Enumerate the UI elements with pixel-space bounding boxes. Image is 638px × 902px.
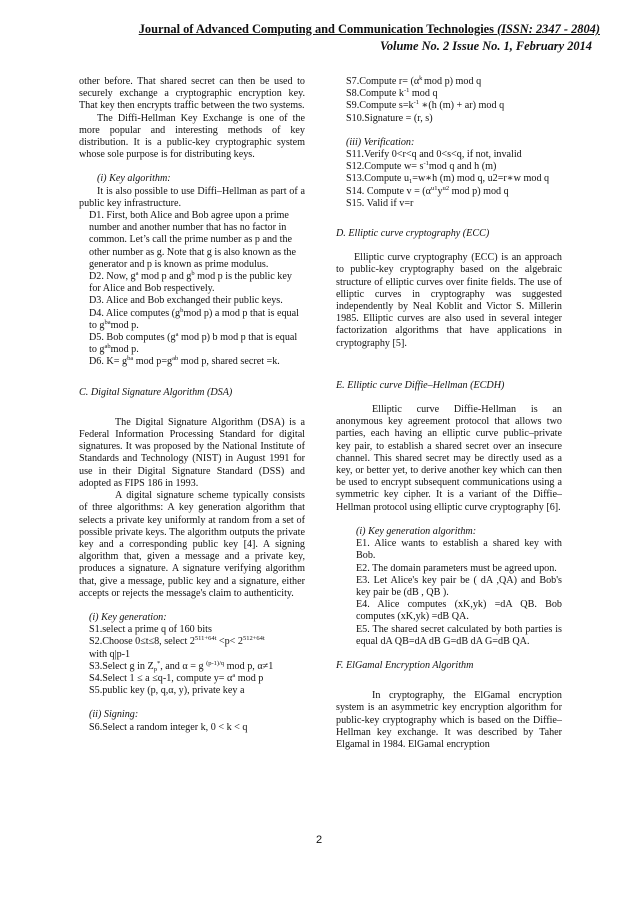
list-item: D2. Now, $g^a$ mod p and $g^b$ mod p is the public key for Alice and Bob respectively.	[89, 270, 292, 295]
paragraph: Elliptic curve cryptography (ECC) is an approach to public-key cryptography based on the algebraic structure of elliptic curves over finite fields. The use of elliptic curves in cryptography was suggested independently by Neal Koblit and Victor S. Millerin 1985. Elliptic curves are also used in several integer factorization algorithms that have applications in cryptography [5].	[336, 252, 562, 349]
section-heading: C. Digital Signature Algorithm (DSA)	[79, 386, 233, 398]
paragraph: The Diffi-Hellman Key Exchange is one of the more popular and interesting methods of key distribution. It is a public-key cryptographic system whose sole purpose is for distributing keys.	[79, 112, 305, 161]
list-item: E1. Alice wants to establish a shared key with Bob.	[356, 538, 562, 562]
list-item: E5. The shared secret calculated by both parties is equal dA QB=dA dB G=dB dA G=dB QA.	[356, 623, 562, 647]
list-item: S6.Select a random integer k, 0 < k < q	[89, 721, 248, 733]
paragraph: Elliptic curve Diffie-Hellman is an anonymous key agreement protocol that allows two parties, each having an elliptic curve public–private key pair, to establish a shared secret over an insecure channel. This shared secret may be directly used as a key, or better yet, to derive another key which can then be used to encrypt subsequent communications using a symmetric key cipher. It is a variant of the Diffie–Hellman protocol using elliptic curve cryptography [6].	[336, 404, 562, 513]
list-item: D5. Bob computes ($g^a$ mod p) b mod p that is equal to $g^{ab}mod$ p.	[89, 331, 298, 356]
subsection-heading: (i) Key generation:	[89, 611, 167, 623]
list-item: E4. Alice computes (xK,yk) =dA QB. Bob computes (xK,yk) =dB QA.	[356, 599, 562, 623]
list-item: S9.Compute $s=k^{-1}$ ∗(h (m) + ar) mod q	[346, 99, 505, 112]
paragraph: A digital signature scheme typically consists of three algorithms: A key generation algorithm that selects a private key uniformly at random from a set of possible private keys. The algorithm outputs the private key and a corresponding public key [4]. A signing algorithm that, given a message and a private key, produces a signature. A signature verifying algorithm that, give a message, public key and a signature, either accepts or rejects the message's claim to authenticity.	[79, 490, 305, 599]
paragraph: It is also possible to use Diffi–Hellman as part of a public key infrastructure.	[79, 185, 305, 209]
paragraph: other before. That shared secret can then be used to securely exchange a cryptographic encryption key. That key then encrypts traffic between the two systems.	[79, 76, 305, 112]
list-item: S4.Select 1 ≤ a ≤q-1, compute $y= \alpha^a$ mod p	[89, 671, 264, 684]
list-item: E2. The domain parameters must be agreed upon.	[356, 562, 557, 574]
right-column	[336, 76, 562, 751]
list-item: D3. Alice and Bob exchanged their public keys.	[89, 295, 283, 307]
section-heading: E. Elliptic curve Diffie–Hellman (ECDH)	[336, 379, 505, 391]
subsection-heading: (ii) Signing:	[89, 709, 139, 721]
section-heading: D. Elliptic curve cryptography (ECC)	[336, 228, 490, 240]
journal-title: Journal of Advanced Computing and Communication Technologies (ISSN: 2347 - 2804)	[138, 22, 600, 36]
list-item: S13.Compute $u_1=w∗h$ (m) mod q, u2=r∗w mod q	[346, 173, 550, 186]
list-item: S15. Valid if v=r	[346, 197, 414, 209]
paragraph: The Digital Signature Algorithm (DSA) is a Federal Information Processing Standard for digital signatures. It was proposed by the National Institute of Standards and Technology (NIST) in August 1991 for use in their Digital Signature Standard (DSS) and adopted as FIPS 186 in 1993.	[79, 416, 305, 489]
subsection-heading: (i) Key algorithm:	[97, 173, 171, 185]
list-item: S8.Compute $k^{-1}$ mod q	[346, 87, 438, 100]
list-item: S2.Choose 0≤t≤8, select $2^{511+64t} <p< 2^{512+64t}$ with q|p-1	[89, 635, 265, 660]
page-number: 2	[315, 834, 323, 846]
list-item: S1.select a prime q of 160 bits	[89, 624, 212, 636]
list-item: D4. Alice computes ($g^bmod$ p) a mod p that is equal to $g^{ba}mod$ p.	[89, 306, 299, 331]
list-item: E3. Let Alice's key pair be ( dA ,QA) and Bob's key pair be (dB , QB ).	[356, 574, 562, 598]
list-item: S14. Compute $v = (\alpha^{u1}y^{u2}$ mod p) mod q	[346, 184, 509, 197]
list-item: S11.Verify 0<r<q and 0<s<q, if not, invalid	[346, 149, 522, 161]
list-item: S10.Signature = (r, s)	[346, 112, 433, 124]
subsection-heading: (i) Key generation algorithm:	[356, 525, 477, 537]
list-item: D1. First, both Alice and Bob agree upon a prime number and another number that has no factor in common. Let’s call the prime number as p and the other number as g. Note that g is also known as the generator and p is known as prime modulus.	[89, 210, 296, 270]
list-item: S5.public key (p, q,α, y), private key a	[89, 685, 245, 697]
subsection-heading: (iii) Verification:	[346, 136, 415, 148]
left-column	[79, 76, 305, 734]
list-item: S12.Compute $w= s^{-1}mod$ q and h (m)	[346, 160, 497, 173]
list-item: S3.Select g in $Z_p^*$, and α = g $^{(p-1)/q}$ mod p, α≠1	[89, 659, 274, 673]
paragraph: In cryptography, the ElGamal encryption system is an asymmetric key encryption algorithm for public-key cryptography which is based on the Diffie–Hellman key exchange. It was described by Taher Elgamal in 1984. ElGamal encryption	[336, 690, 562, 750]
section-heading: F. ElGamal Encryption Algorithm	[336, 659, 474, 671]
list-item: D6. $K= g^{ba}$ mod $p=g^{ab}$ mod p, shared secret =k.	[89, 355, 280, 368]
volume-info: Volume No. 2 Issue No. 1, February 2014	[379, 39, 592, 53]
list-item: S7.Compute $r= (\alpha^k$ mod p) mod q	[346, 75, 482, 87]
